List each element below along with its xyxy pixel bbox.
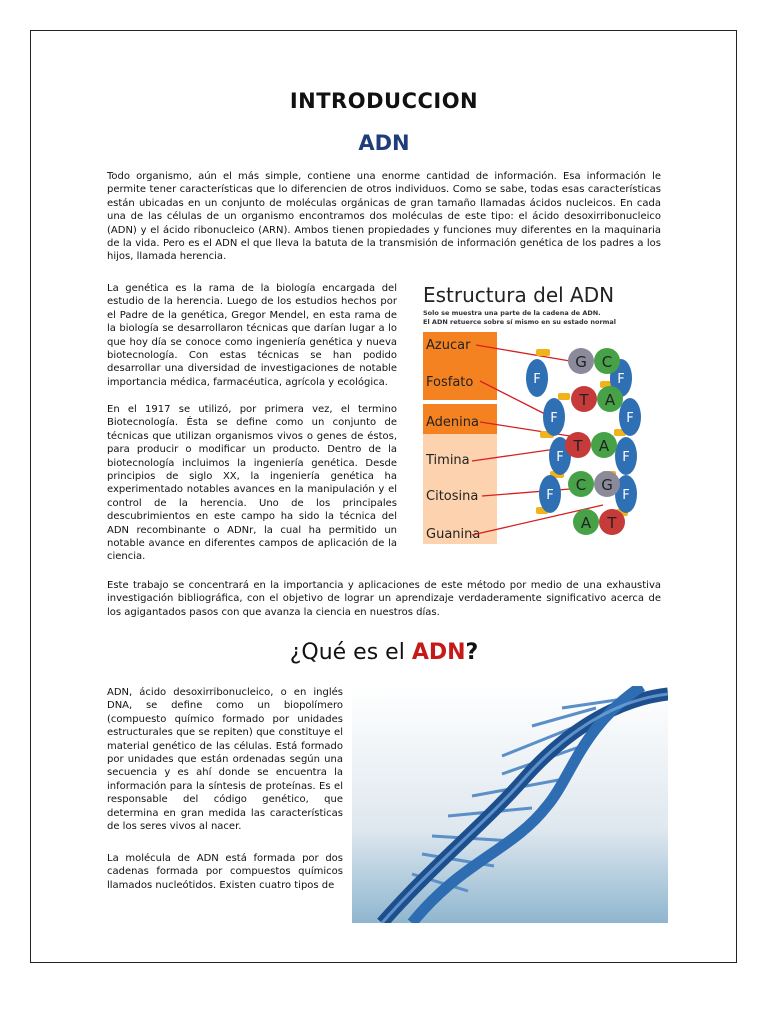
svg-text:T: T xyxy=(573,437,583,455)
diagram-title: Estructura del ADN xyxy=(423,283,615,307)
svg-text:F: F xyxy=(626,411,634,426)
dna-helix-image xyxy=(352,686,668,923)
label-fosfato: Fosfato xyxy=(426,375,474,390)
biotech-paragraph: En el 1917 se utilizó, por primera vez, el termino Biotecnología. Ésta se define como un conjunto de técnicas que utilizan organismos vivos o genes de éstos, para producir o modificar un producto. Dentro de la biotecnología incluimos la ingeniería genética. Desde principios de siglo XX, la ingeniería genética ha experimentado notables avances en la manipulación y el control de la herencia. Uno de los principales descubrimientos en este campo ha sido la técnica del ADN recombinante o ADNr, la cual ha permitido un notable avance en diferentes campos de aplicación de la ciencia. xyxy=(107,404,397,563)
dna-structure-diagram xyxy=(420,281,660,551)
work-paragraph: Este trabajo se concentrará en la importancia y aplicaciones de este método por medio de una exhaustiva investigación bibliográfica, con el objetivo de lograr un aprendizaje verdaderamente significativo acerca de los agigantados pasos con que avanza la ciencia en nuestros días. xyxy=(107,580,661,618)
svg-text:C: C xyxy=(601,353,613,371)
svg-text:G: G xyxy=(575,353,587,371)
heading-highlight: ADN xyxy=(411,640,466,665)
svg-text:F: F xyxy=(556,450,564,465)
genetics-paragraph: La genética es la rama de la biología encargada del estudio de la herencia. Luego de los estudios hechos por el Padre de la genética, Gregor Mendel, en esta rama de la biología se desarrollaron técnicas que darían lugar a lo que hoy día se conoce como ingeniería genética y nueva biotecnología. Con estas técnicas se han podido desarrollar una diversidad de investigaciones de notable importancia médica, farmacéutica, agrícola y ecológica. xyxy=(107,283,397,388)
heading-text: ¿Qué es el xyxy=(289,640,412,665)
label-adenina: Adenina xyxy=(426,415,479,430)
svg-text:A: A xyxy=(604,391,616,409)
svg-text:T: T xyxy=(579,391,589,409)
adn-molecule-paragraph: La molécula de ADN está formada por dos cadenas formada por compuestos químicos llamados nucleótidos. Existen cuatro tipos de xyxy=(107,853,343,891)
svg-text:F: F xyxy=(622,488,630,503)
intro-paragraph: Todo organismo, aún el más simple, contiene una enorme cantidad de información. Esa información le permite tener características que lo diferencien de otros individuos. Como se sabe, todas esas características están ubicadas en un conjunto de moléculas orgánicas de gran tamaño llamadas ácidos nucleicos. En cada una de las células de un organismo encontramos dos moléculas de este tipo: el ácido desoxirribonucleico (ADN) y el ácido ribonucleico (ARN). Ambos tienen propiedades y funciones muy diferentes en la maquinaria de la vida. Pero es el ADN el que lleva la batuta de la transmisión de información genética de los padres a los hijos, llamada herencia. xyxy=(107,171,661,263)
diagram-caption-1: Solo se muestra una parte de la cadena de ADN. xyxy=(423,309,601,317)
label-azucar: Azucar xyxy=(426,338,471,353)
heading-question-mark: ? xyxy=(465,640,479,665)
svg-text:F: F xyxy=(617,372,625,387)
svg-text:A: A xyxy=(598,437,610,455)
document-title: INTRODUCCION xyxy=(289,89,479,113)
svg-text:F: F xyxy=(550,411,558,426)
svg-text:F: F xyxy=(546,488,554,503)
svg-text:F: F xyxy=(533,372,541,387)
adn-definition-paragraph: ADN, ácido desoxirribonucleico, o en inglés DNA, se define como un biopolímero (compuesto químico formado por unidades estructurales que se repiten) que constituye el material genético de las células. Está formado por unidades que están ordenadas según una secuencia y es ahí donde se encuentra la información para la síntesis de proteínas. Es el responsable del código genético, que determina en gran medida las características de los seres vivos al nacer. xyxy=(107,687,343,833)
svg-text:T: T xyxy=(607,514,617,532)
diagram-caption-2: El ADN retuerce sobre sí mismo en su estado normal xyxy=(423,318,617,326)
label-timina: Timina xyxy=(426,453,470,468)
label-guanina: Guanina xyxy=(426,527,481,542)
svg-text:G: G xyxy=(601,476,613,494)
label-citosina: Citosina xyxy=(426,489,479,504)
section-heading xyxy=(0,640,768,665)
document-subtitle: ADN xyxy=(358,131,410,155)
svg-text:C: C xyxy=(575,476,587,494)
svg-text:F: F xyxy=(622,450,630,465)
svg-text:A: A xyxy=(580,514,592,532)
